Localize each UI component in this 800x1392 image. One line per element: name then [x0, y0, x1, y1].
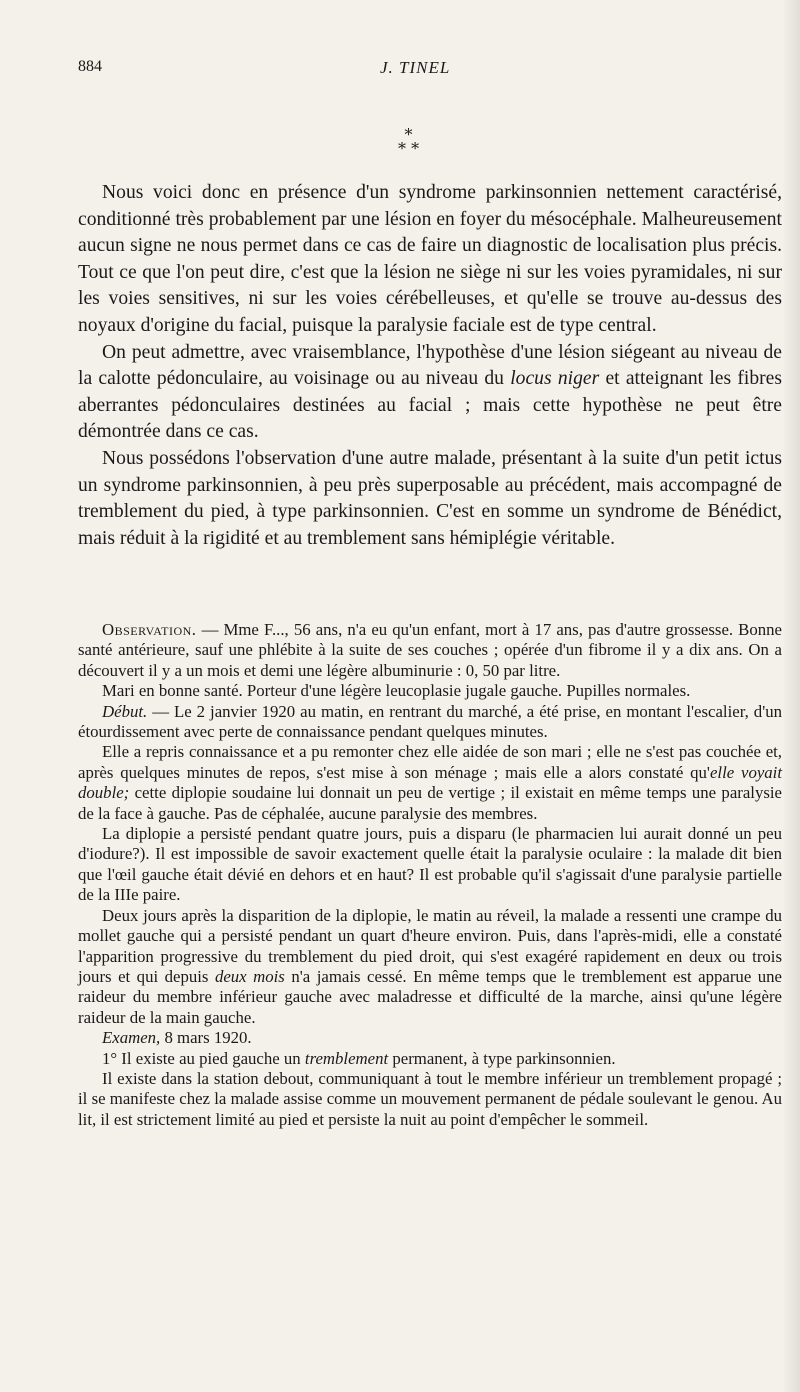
paragraph: Mari en bonne santé. Porteur d'une légère leucoplasie jugale gauche. Pupilles normales.: [102, 681, 691, 701]
paragraph: [78, 620, 782, 681]
observation-text: [78, 620, 782, 1130]
paragraph: [78, 340, 782, 446]
text-run: 8 mars 1920.: [160, 1028, 252, 1048]
text-run-italic: deux mois: [214, 966, 285, 986]
text-run: Deux jours après la disparition de la diplopie, le matin au réveil, la malade a ressenti une crampe du mollet gauche qui a persisté pendant un quart d'heure environ. Puis, dans l'après-midi, elle a constaté l'apparition progressive du tremblement du pied droit, qui s'est exagéré rapidement en deux ou trois jours et qui depuis: [78, 905, 782, 986]
paragraph: Nous possédons l'observation d'une autre malade, présentant à la suite d'un petit ictus un syndrome parkinsonnien, à peu près superposable au précédent, mais accompagné de tremblement du pied, à type parkinsonnien. C'est en somme un syndrome de Bénédict, mais réduit à la rigidité et au tremblement sans hémiplégie véritable.: [78, 447, 782, 549]
text-run-italic: tremblement: [304, 1048, 389, 1068]
text-run: permanent, à type parkinsonnien.: [388, 1048, 616, 1068]
section-ornament: [398, 125, 420, 158]
paragraph: Nous voici donc en présence d'un syndrome parkinsonnien nettement caractérisé, conditionné très probablement par une lésion en foyer du mésocéphale. Malheureusement aucun signe ne nous permet dans ce cas de faire un diagnostic de localisation plus précis. Tout ce que l'on peut dire, c'est que la lésion ne siège ni sur les voies pyramidales, ni sur les voies sensitives, ni sur les voies cérébelleuses, et qu'elle se trouve au-dessus des noyaux d'origine du facial, puisque la paralysie faciale est de type central.: [78, 182, 782, 336]
ornament-bottom: * *: [398, 139, 420, 158]
paragraph: La diplopie a persisté pendant quatre jours, puis a disparu (le pharmacien lui aurait donné un peu d'iodure?). Il est impossible de savoir exactement quelle était la paralysie oculaire : la malade dit bien que l'œil gauche était dévié en dehors et en haut? Il est probable qu'il s'agissait d'une paralysie partielle de la IIIe paire.: [78, 824, 782, 905]
paragraph: [78, 742, 782, 824]
text-run: — Le 2 janvier 1920 au matin, en rentrant du marché, a été prise, en montant l'escalier, d'un étourdissement avec perte de connaissance pendant quelques minutes.: [78, 701, 782, 742]
page-header: [78, 58, 784, 88]
text-run: et atteignant les fibres aberrantes pédonculaires destinées au facial ; mais cette hypothèse ne peut être démontrée dans ce cas.: [78, 368, 782, 443]
paragraph: Il existe dans la station debout, communiquant à tout le membre inférieur un tremblement propagé ; il se manifeste chez la malade assise comme un mouvement permanent de pédale soulevant le genou. Au lit, il est strictement limité au pied et persiste la nuit au point d'empêcher le sommeil.: [78, 1068, 782, 1129]
text-run: cette diplopie soudaine lui donnait un peu de vertige ; il existait en même temps une paralysie de la face à gauche. Pas de céphalée, aucune paralysie des membres.: [78, 783, 782, 823]
debut-label: Début.: [102, 701, 148, 721]
text-run: 1° Il existe au pied gauche un: [102, 1048, 305, 1068]
running-title: J. TINEL: [380, 58, 451, 77]
examen-label: Examen,: [102, 1028, 161, 1048]
paragraph: [78, 702, 782, 743]
text-run-italic: elle voyait double;: [78, 762, 782, 803]
text-run-italic: locus niger: [510, 368, 600, 390]
page-number: 884: [78, 58, 102, 75]
paragraph: [78, 906, 782, 1028]
text-run: Elle a repris connaissance et a pu remonter chez elle aidée de son mari ; elle ne s'est pas couchée et, après quelques minutes de repos, s'est mise à son ménage ; mais elle a alors constaté qu': [78, 742, 782, 782]
text-run: On peut admettre, avec vraisemblance, l'hypothèse d'une lésion siégeant au niveau de la calotte pédonculaire, au voisinage ou au niveau du: [78, 341, 782, 390]
paragraph: [78, 1028, 782, 1048]
paragraph: [78, 1049, 782, 1069]
observation-label: Observation.: [102, 620, 197, 639]
text-run: — Mme F..., 56 ans, n'a eu qu'un enfant, mort à 17 ans, pas d'autre grossesse. Bonne santé antérieure, sauf une phlébite à la suite de ses couches ; opérée d'un fibrome il y a dix ans. On a découvert il y a un mois et demi une légère albuminurie : 0, 50 par litre.: [78, 620, 782, 680]
main-text: [78, 180, 782, 552]
ornament-top: *: [404, 125, 413, 144]
page-edge-shadow: [782, 0, 800, 1392]
text-run: n'a jamais cessé. En même temps que le tremblement est apparue une raideur du membre inférieur gauche avec maladresse et difficulté de la marche, ainsi qu'une légère raideur de la main gauche.: [78, 966, 783, 1027]
